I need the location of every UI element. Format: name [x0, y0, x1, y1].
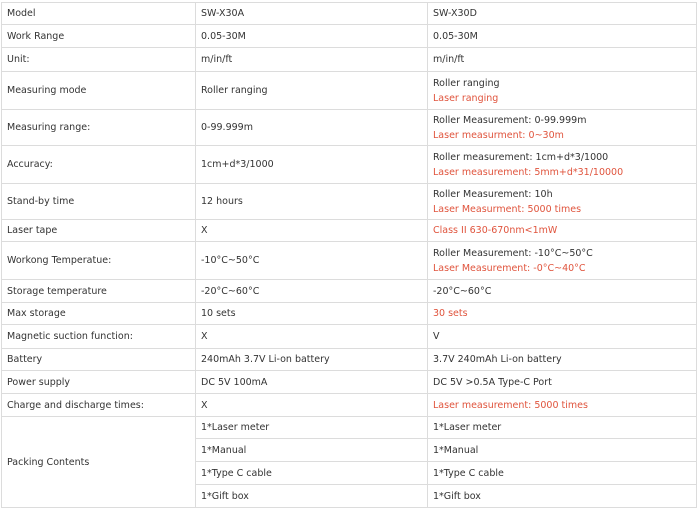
sw-x30d-value: [428, 184, 697, 220]
spec-label: Charge and discharge times:: [2, 394, 196, 417]
spec-label: Work Range: [2, 25, 196, 48]
sw-x30d-value: [428, 242, 697, 280]
spec-label: Accuracy:: [2, 146, 196, 184]
sw-x30a-value: DC 5V 100mA: [196, 371, 428, 394]
sw-x30d-value: [428, 25, 697, 48]
table-row: [2, 146, 697, 184]
packing-item-x30d: 1*Type C cable: [428, 462, 697, 485]
sw-x30d-value: [428, 280, 697, 303]
table-row: [2, 394, 697, 417]
highlight-text: Laser Measurement: -0°C~40°C: [433, 262, 586, 274]
table-row: [2, 25, 697, 48]
highlight-text: Class II 630-670nm<1mW: [433, 225, 558, 236]
sw-x30d-value: [428, 349, 697, 371]
packing-item-x30a: 1*Gift box: [196, 485, 428, 508]
sw-x30d-value: [428, 303, 697, 325]
value-text: Roller ranging: [433, 77, 500, 89]
highlight-text: Laser measurment: 0~30m: [433, 129, 564, 141]
table-row: [2, 280, 697, 303]
sw-x30a-value: 0.05-30M: [196, 25, 428, 48]
value-text: -20°C~60°C: [433, 285, 492, 297]
sw-x30a-value: X: [196, 394, 428, 417]
packing-item-x30a: 1*Manual: [196, 439, 428, 462]
sw-x30d-value: [428, 325, 697, 349]
highlight-text: Laser ranging: [433, 92, 499, 104]
value-text: Roller Measurement: 0-99.999m: [433, 114, 587, 126]
spec-label: Storage temperature: [2, 280, 196, 303]
sw-x30a-value: 12 hours: [196, 184, 428, 220]
value-text: Roller measurement: 1cm+d*3/1000: [433, 151, 609, 163]
value-text: 0.05-30M: [433, 30, 478, 42]
packing-item-x30a: 1*Type C cable: [196, 462, 428, 485]
sw-x30a-value: 10 sets: [196, 303, 428, 325]
highlight-text: Laser Measurment: 5000 times: [433, 203, 582, 215]
value-text: V: [433, 331, 440, 342]
spec-label: Magnetic suction function:: [2, 325, 196, 349]
sw-x30d-value: [428, 3, 697, 25]
sw-x30a-value: 240mAh 3.7V Li-on battery: [196, 349, 428, 371]
table-row: [2, 110, 697, 146]
spec-label: Unit:: [2, 48, 196, 72]
packing-item-x30d: 1*Gift box: [428, 485, 697, 508]
packing-item-x30d: 1*Laser meter: [428, 417, 697, 439]
table-row: [2, 3, 697, 25]
spec-table-body: [2, 3, 697, 508]
table-row: [2, 325, 697, 349]
table-row: [2, 72, 697, 110]
spec-label: Stand-by time: [2, 184, 196, 220]
highlight-text: Laser measurement: 5000 times: [433, 399, 588, 411]
sw-x30a-value: SW-X30A: [196, 3, 428, 25]
value-text: Roller Measurement: -10°C~50°C: [433, 247, 593, 259]
sw-x30a-value: -10°C~50°C: [196, 242, 428, 280]
sw-x30a-value: Roller ranging: [196, 72, 428, 110]
spec-label: Workong Temperatue:: [2, 242, 196, 280]
sw-x30d-value: [428, 220, 697, 242]
value-text: SW-X30D: [433, 8, 477, 19]
highlight-text: Laser measurement: 5mm+d*31/10000: [433, 166, 624, 178]
spec-label: Measuring range:: [2, 110, 196, 146]
table-row: [2, 303, 697, 325]
sw-x30a-value: X: [196, 220, 428, 242]
sw-x30d-value: [428, 72, 697, 110]
spec-label: Model: [2, 3, 196, 25]
packing-contents-label: Packing Contents: [2, 417, 196, 508]
table-row: [2, 371, 697, 394]
sw-x30d-value: [428, 146, 697, 184]
spec-label: Battery: [2, 349, 196, 371]
sw-x30d-value: [428, 394, 697, 417]
spec-label: Measuring mode: [2, 72, 196, 110]
spec-comparison-table: [1, 2, 697, 508]
value-text: m/in/ft: [433, 54, 465, 65]
sw-x30d-value: [428, 110, 697, 146]
packing-item-x30a: 1*Laser meter: [196, 417, 428, 439]
table-row: [2, 48, 697, 72]
table-row: [2, 184, 697, 220]
sw-x30a-value: 0-99.999m: [196, 110, 428, 146]
sw-x30d-value: [428, 371, 697, 394]
sw-x30a-value: X: [196, 325, 428, 349]
sw-x30a-value: 1cm+d*3/1000: [196, 146, 428, 184]
value-text: 3.7V 240mAh Li-on battery: [433, 354, 562, 365]
table-row: [2, 242, 697, 280]
table-row: [2, 417, 697, 439]
packing-item-x30d: 1*Manual: [428, 439, 697, 462]
spec-label: Laser tape: [2, 220, 196, 242]
sw-x30a-value: -20°C~60°C: [196, 280, 428, 303]
table-row: [2, 220, 697, 242]
table-row: [2, 349, 697, 371]
spec-label: Power supply: [2, 371, 196, 394]
sw-x30d-value: [428, 48, 697, 72]
value-text: DC 5V >0.5A Type-C Port: [433, 376, 552, 388]
spec-label: Max storage: [2, 303, 196, 325]
value-text: Roller Measurement: 10h: [433, 188, 553, 200]
highlight-text: 30 sets: [433, 308, 468, 319]
sw-x30a-value: m/in/ft: [196, 48, 428, 72]
